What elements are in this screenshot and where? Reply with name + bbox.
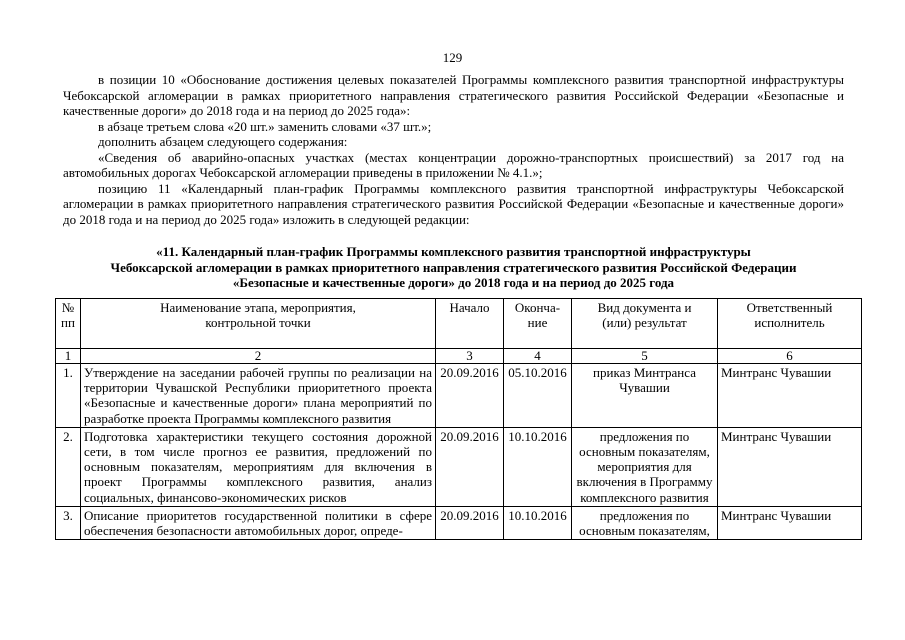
header-start: Начало [436, 299, 504, 349]
row-document: приказ Минтранса Чувашии [572, 364, 718, 428]
heading-line: «Безопасные и качественные дороги» до 2018 года и на период до 2025 года [232, 275, 675, 290]
table-header-row [56, 299, 862, 349]
header-end: Оконча-ние [504, 299, 572, 349]
row-start-date: 20.09.2016 [436, 506, 504, 539]
header-name: Наименование этапа, мероприятия, контрольной точки [81, 299, 436, 349]
row-end-date: 10.10.2016 [504, 506, 572, 539]
row-start-date: 20.09.2016 [436, 364, 504, 428]
row-document: предложения по основным показателям, [572, 506, 718, 539]
row-stage-name: Утверждение на заседании рабочей группы по реализации на территории Чувашской Республики приоритетного проекта «Безопасные и качественные дороги» плана мероприятий по разработке проекта Программы комплексного развития [81, 364, 436, 428]
row-responsible: Минтранс Чувашии [718, 364, 862, 428]
table-row [56, 364, 862, 428]
column-number: 3 [436, 349, 504, 364]
row-number: 3. [56, 506, 81, 539]
header-responsible: Ответственный исполнитель [718, 299, 862, 349]
column-number: 1 [56, 349, 81, 364]
column-number: 6 [718, 349, 862, 364]
row-number: 1. [56, 364, 81, 428]
row-end-date: 05.10.2016 [504, 364, 572, 428]
paragraph: дополнить абзацем следующего содержания: [98, 134, 348, 149]
paragraph: в абзаце третьем слова «20 шт.» заменить словами «37 шт.»; [98, 118, 432, 134]
row-start-date: 20.09.2016 [436, 427, 504, 506]
column-number: 4 [504, 349, 572, 364]
row-document: предложения по основным показателям, мероприятия для включения в Программу комплексного развития [572, 427, 718, 506]
column-number-row [56, 349, 862, 364]
section-heading [63, 244, 844, 291]
header-doc: Вид документа и (или) результат [572, 299, 718, 349]
row-number: 2. [56, 427, 81, 506]
column-number: 2 [81, 349, 436, 364]
body-text [63, 72, 844, 227]
row-responsible: Минтранс Чувашии [718, 427, 862, 506]
table-row [56, 506, 862, 539]
heading-line: Чебоксарской агломерации в рамках приоритетного направления стратегического развития Российской Федерации [110, 259, 797, 275]
column-number: 5 [572, 349, 718, 364]
paragraph: в позиции 10 «Обоснование достижения целевых показателей Программы комплексного развития транспортной инфраструктуры Чебоксарской агломерации в рамках приоритетного направления стратегического развития Российской Федерации «Безопасные и качественные дороги» до 2018 года и на период до 2025 года»: [63, 72, 844, 118]
table-row [56, 427, 862, 506]
paragraph: позицию 11 «Календарный план-график Программы комплексного развития транспортной инфраструктуры Чебоксарской агломерации в рамках приоритетного направления стратегического развития Российской Федерации «Безопасные и качественные дороги» до 2018 года и на период до 2025 года» изложить в следующей редакции: [63, 180, 844, 227]
heading-line: «11. Календарный план-график Программы комплексного развития транспортной инфраструктуры [156, 244, 751, 259]
schedule-table [55, 298, 862, 540]
row-end-date: 10.10.2016 [504, 427, 572, 506]
header-num: № пп [56, 299, 81, 349]
row-responsible: Минтранс Чувашии [718, 506, 862, 539]
row-stage-name: Подготовка характеристики текущего состояния дорожной сети, в том числе прогноз ее развития, предложений по основным показателям, мероприятиям для включения в проект Программы комплексного развития, анализ социальных, финансово-экономических рисков [81, 427, 436, 506]
row-stage-name: Описание приоритетов государственной политики в сфере обеспечения безопасности автомобильных дорог, опреде- [81, 506, 436, 539]
paragraph: «Сведения об аварийно-опасных участках (местах концентрации дорожно-транспортных происшествий) за 2017 год на автомобильных дорогах Чебоксарской агломерации приведены в приложении № 4.1.»; [63, 149, 844, 180]
page-number: 129 [442, 50, 463, 65]
